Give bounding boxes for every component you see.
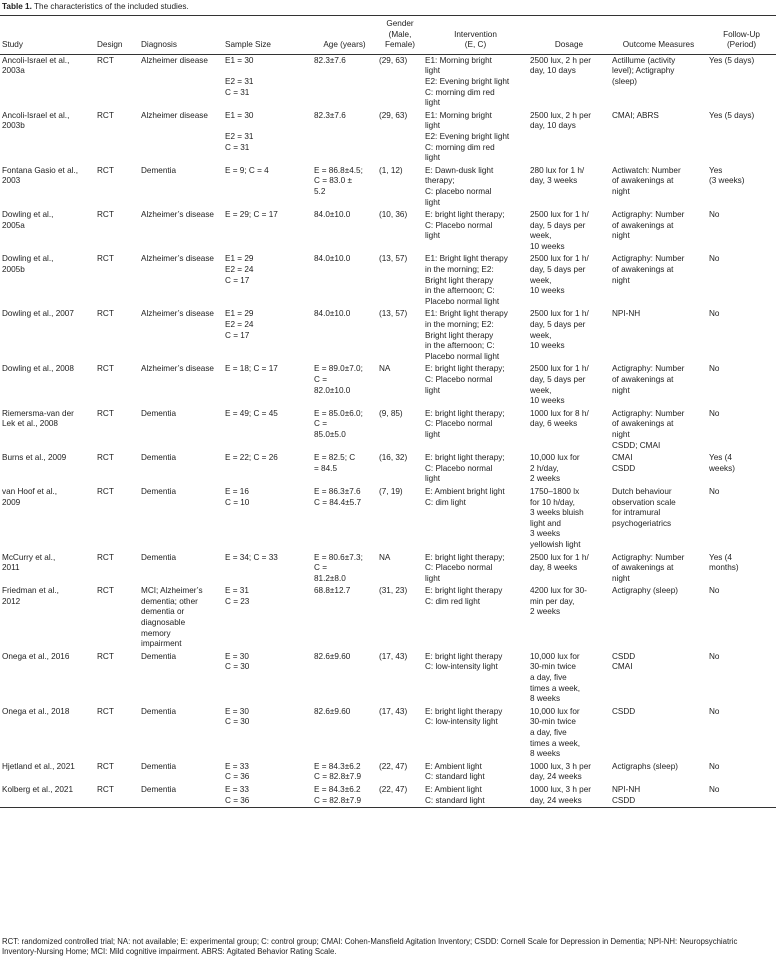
table-row (0, 552, 776, 586)
cell-intervention: E: Dawn-dusk light therapy; C: placebo normal light (425, 165, 494, 207)
cell-diagnosis: MCI; Alzheimer’s dementia; other dementia or diagnosable memory impairment (141, 586, 203, 649)
cell-intervention: E1: Morning bright light E2: Evening bright light C: morning dim red light (425, 110, 510, 163)
cell-gender: (7, 19) (379, 486, 403, 496)
cell-study: Fontana Gasio et al., 2003 (2, 165, 79, 186)
cell-follow-up: No (709, 486, 720, 496)
cell-age: 84.0±10.0 (314, 254, 351, 264)
cell-study: Riemersma-van der Lek et al., 2008 (2, 408, 74, 429)
cell-gender: NA (379, 364, 391, 374)
table-row (0, 209, 776, 253)
cell-design: RCT (97, 210, 114, 220)
cell-follow-up: No (709, 309, 720, 319)
cell-intervention: E: bright light therapy; C: Placebo normal light (425, 408, 505, 439)
cell-dosage: 1000 lux, 3 h per day, 24 weeks (530, 784, 591, 805)
cell-gender: (29, 63) (379, 110, 408, 120)
caption-text: The characteristics of the included studies. (34, 2, 189, 11)
cell-intervention: E: bright light therapy C: low-intensity light (425, 706, 503, 727)
cell-sample-size: E = 18; C = 17 (225, 364, 278, 374)
cell-study: Burns et al., 2009 (2, 453, 67, 463)
cell-design: RCT (97, 110, 114, 120)
cell-age: E = 84.3±6.2 C = 82.8±7.9 (314, 761, 362, 782)
cell-outcome-measures: NPI-NH (612, 309, 641, 319)
cell-study: Friedman et al., 2012 (2, 586, 59, 606)
cell-outcome-measures: CSDD CMAI (612, 651, 636, 672)
header-design: Design (97, 40, 123, 50)
cell-follow-up: Yes (4 weeks) (709, 453, 735, 473)
header-age: Age (years) (323, 40, 366, 50)
cell-intervention: E1: Bright light therapy in the morning; E2: Bright light therapy in the afternoon; C: Placebo normal light (425, 254, 508, 306)
cell-intervention: E: bright light therapy; C: Placebo normal light (425, 453, 505, 484)
cell-follow-up: Yes (4 months) (709, 552, 739, 573)
cell-outcome-measures: Actigraphy: Number of awakenings at night (612, 210, 685, 241)
table-row (0, 110, 776, 165)
header-outcome-measures: Outcome Measures (622, 40, 695, 50)
cell-follow-up: No (709, 210, 720, 220)
cell-age: E = 85.0±6.0; C = 85.0±5.0 (314, 408, 363, 439)
cell-gender: (13, 57) (379, 254, 408, 264)
table-row (0, 253, 776, 308)
cell-diagnosis: Alzheimer’s disease (141, 210, 214, 220)
cell-diagnosis: Dementia (141, 165, 177, 175)
cell-intervention: E: Ambient light C: standard light (425, 761, 485, 782)
cell-sample-size: E = 22; C = 26 (225, 453, 278, 463)
cell-sample-size: E1 = 29 E2 = 24 C = 17 (225, 309, 254, 340)
cell-intervention: E: bright light therapy; C: Placebo normal light (425, 364, 505, 395)
cell-design: RCT (97, 408, 114, 418)
studies-table (0, 15, 776, 808)
cell-age: E = 82.5; C = 84.5 (314, 453, 356, 473)
cell-intervention: E: bright light therapy C: dim red light (425, 586, 503, 606)
cell-follow-up: No (709, 364, 720, 374)
cell-outcome-measures: Actigraphy: Number of awakenings at night (612, 364, 685, 395)
cell-gender: (17, 43) (379, 651, 408, 661)
cell-age: 68.8±12.7 (314, 586, 351, 596)
cell-dosage: 10,000 lux for 30-min twice a day, five times a week, 8 weeks (530, 706, 581, 759)
cell-diagnosis: Dementia (141, 706, 177, 716)
cell-study: Dowling et al., 2005b (2, 254, 54, 275)
cell-study: Ancoli-Israel et al., 2003a (2, 55, 70, 76)
cell-design: RCT (97, 55, 114, 65)
cell-study: Dowling et al., 2008 (2, 364, 74, 374)
cell-design: RCT (97, 586, 114, 596)
cell-diagnosis: Alzheimer disease (141, 110, 208, 120)
cell-design: RCT (97, 784, 114, 794)
cell-age: E = 80.6±7.3; C = 81.2±8.0 (314, 552, 363, 583)
table-row (0, 486, 776, 552)
cell-diagnosis: Dementia (141, 486, 177, 496)
cell-diagnosis: Alzheimer disease (141, 55, 208, 65)
cell-gender: (29, 63) (379, 55, 408, 65)
cell-gender: NA (379, 552, 391, 562)
cell-design: RCT (97, 453, 114, 463)
cell-dosage: 2500 lux for 1 h/ day, 8 weeks (530, 552, 589, 573)
cell-study: van Hoof et al., 2009 (2, 486, 58, 507)
cell-design: RCT (97, 486, 114, 496)
cell-outcome-measures: Actigraphy: Number of awakenings at night (612, 552, 685, 583)
cell-age: 82.6±9.60 (314, 706, 351, 716)
cell-gender: (16, 32) (379, 453, 408, 463)
cell-diagnosis: Dementia (141, 453, 177, 463)
cell-intervention: E: Ambient light C: standard light (425, 784, 485, 805)
cell-dosage: 2500 lux for 1 h/ day, 5 days per week, 10 weeks (530, 309, 589, 351)
cell-study: Ancoli-Israel et al., 2003b (2, 110, 70, 131)
cell-diagnosis: Dementia (141, 552, 177, 562)
cell-age: 82.3±7.6 (314, 55, 346, 65)
cell-dosage: 280 lux for 1 h/ day, 3 weeks (530, 165, 585, 186)
cell-age: E = 84.3±6.2 C = 82.8±7.9 (314, 784, 362, 805)
cell-gender: (10, 36) (379, 210, 408, 220)
cell-dosage: 1000 lux, 3 h per day, 24 weeks (530, 761, 591, 782)
cell-follow-up: No (709, 408, 720, 418)
cell-sample-size: E = 30 C = 30 (225, 706, 250, 727)
cell-follow-up: No (709, 651, 720, 661)
header-row (0, 16, 776, 55)
cell-design: RCT (97, 309, 114, 319)
header-gender: Gender (Male, Female) (384, 19, 416, 50)
header-follow-up: Follow-Up (Period) (723, 29, 760, 50)
header-study: Study (2, 40, 23, 50)
cell-follow-up: No (709, 706, 720, 716)
cell-age: 82.3±7.6 (314, 110, 346, 120)
cell-sample-size: E = 33 C = 36 (225, 784, 250, 805)
cell-follow-up: No (709, 784, 720, 794)
cell-sample-size: E1 = 30 E2 = 31 C = 31 (225, 110, 254, 152)
cell-intervention: E1: Morning bright light E2: Evening bright light C: morning dim red light (425, 55, 510, 108)
cell-outcome-measures: Actiwatch: Number of awakenings at night (612, 165, 681, 196)
cell-intervention: E: bright light therapy; C: Placebo normal light (425, 210, 505, 241)
cell-design: RCT (97, 706, 114, 716)
table-row (0, 165, 776, 209)
table-row (0, 784, 776, 808)
cell-diagnosis: Dementia (141, 651, 177, 661)
cell-age: 82.6±9.60 (314, 651, 351, 661)
cell-intervention: E1: Bright light therapy in the morning; E2: Bright light therapy in the afternoon; C: Placebo normal light (425, 309, 508, 361)
cell-study: Onega et al., 2018 (2, 706, 70, 716)
cell-study: McCurry et al., 2011 (2, 552, 56, 573)
cell-dosage: 10,000 lux for 30-min twice a day, five times a week, 8 weeks (530, 651, 581, 704)
cell-sample-size: E = 9; C = 4 (225, 165, 269, 175)
cell-gender: (22, 47) (379, 784, 408, 794)
cell-sample-size: E = 34; C = 33 (225, 552, 278, 562)
cell-diagnosis: Dementia (141, 761, 177, 771)
cell-gender: (17, 43) (379, 706, 408, 716)
cell-age: E = 86.8±4.5; C = 83.0 ± 5.2 (314, 165, 363, 196)
cell-design: RCT (97, 165, 114, 175)
cell-sample-size: E = 33 C = 36 (225, 761, 250, 782)
cell-dosage: 4200 lux for 30- min per day, 2 weeks (530, 586, 587, 617)
table-caption (2, 1, 189, 12)
cell-study: Kolberg et al., 2021 (2, 784, 74, 794)
table-row (0, 452, 776, 486)
cell-diagnosis: Dementia (141, 784, 177, 794)
cell-follow-up: Yes (3 weeks) (709, 165, 745, 186)
cell-outcome-measures: Actigraphy: Number of awakenings at night (612, 254, 685, 285)
cell-follow-up: Yes (5 days) (709, 55, 755, 65)
cell-outcome-measures: Actigraphs (sleep) (612, 761, 678, 771)
cell-study: Hjetland et al., 2021 (2, 761, 75, 771)
cell-design: RCT (97, 552, 114, 562)
table-header (0, 16, 776, 55)
cell-intervention: E: Ambient bright light C: dim light (425, 486, 505, 507)
table-body (0, 54, 776, 807)
cell-outcome-measures: Actillume (activity level); Actigraphy (sleep) (612, 55, 676, 86)
cell-dosage: 1750–1800 lx for 10 h/day, 3 weeks bluish light and 3 weeks yellowish light (530, 486, 584, 549)
cell-diagnosis: Dementia (141, 408, 177, 418)
cell-study: Onega et al., 2016 (2, 651, 70, 661)
cell-intervention: E: bright light therapy; C: Placebo normal light (425, 552, 505, 583)
header-sample-size: Sample Size (225, 40, 271, 50)
cell-outcome-measures: CMAI; ABRS (612, 110, 659, 120)
cell-dosage: 10,000 lux for 2 h/day, 2 weeks (530, 453, 580, 484)
table-row (0, 308, 776, 363)
cell-dosage: 2500 lux for 1 h/ day, 5 days per week, 10 weeks (530, 364, 589, 406)
table-row (0, 585, 776, 651)
cell-design: RCT (97, 364, 114, 374)
cell-outcome-measures: NPI-NH CSDD (612, 784, 641, 805)
cell-study: Dowling et al., 2007 (2, 309, 74, 319)
cell-diagnosis: Alzheimer’s disease (141, 254, 214, 264)
cell-follow-up: Yes (5 days) (709, 110, 755, 120)
cell-age: 84.0±10.0 (314, 210, 351, 220)
cell-outcome-measures: CMAI CSDD (612, 453, 636, 473)
header-diagnosis: Diagnosis (141, 40, 177, 50)
cell-dosage: 2500 lux, 2 h per day, 10 days (530, 110, 591, 131)
table-row (0, 54, 776, 109)
cell-age: 84.0±10.0 (314, 309, 351, 319)
cell-design: RCT (97, 761, 114, 771)
cell-design: RCT (97, 651, 114, 661)
cell-sample-size: E = 16 C = 10 (225, 486, 250, 507)
header-intervention: Intervention (E, C) (454, 29, 497, 50)
cell-study: Dowling et al., 2005a (2, 210, 54, 230)
cell-follow-up: No (709, 586, 720, 596)
cell-design: RCT (97, 254, 114, 264)
cell-age: E = 89.0±7.0; C = 82.0±10.0 (314, 364, 363, 395)
table-footnote: RCT: randomized controlled trial; NA: not available; E: experimental group; C: control group; CMAI: Cohen-Mansfield Agitation Inventory; CSDD: Cornell Scale for Depression in Dementia; NPI-NH: Neuropsychiatric Inventory-Nursing Home; MCI: Mild cognitive impairment. ABRS: Agitated Behavior Rating Scale. (2, 937, 738, 956)
cell-intervention: E: bright light therapy C: low-intensity light (425, 651, 503, 672)
cell-sample-size: E1 = 29 E2 = 24 C = 17 (225, 254, 254, 285)
cell-diagnosis: Alzheimer’s disease (141, 309, 214, 319)
cell-outcome-measures: Actigraphy (sleep) (612, 586, 678, 596)
cell-age: E = 86.3±7.6 C = 84.4±5.7 (314, 486, 362, 507)
cell-outcome-measures: Dutch behaviour observation scale for intramural psychogeriatrics (612, 486, 676, 528)
cell-follow-up: No (709, 254, 720, 264)
cell-gender: (31, 23) (379, 586, 408, 596)
header-dosage: Dosage (554, 40, 584, 50)
cell-dosage: 1000 lux for 8 h/ day, 6 weeks (530, 408, 589, 429)
cell-sample-size: E = 31 C = 23 (225, 586, 250, 606)
table-row (0, 651, 776, 706)
table-row (0, 706, 776, 761)
cell-gender: (13, 57) (379, 309, 408, 319)
caption-label: Table 1. (2, 2, 32, 11)
cell-outcome-measures: Actigraphy: Number of awakenings at night CSDD; CMAI (612, 408, 685, 450)
cell-sample-size: E = 29; C = 17 (225, 210, 278, 220)
cell-outcome-measures: CSDD (612, 706, 636, 716)
table-row (0, 363, 776, 407)
cell-sample-size: E1 = 30 E2 = 31 C = 31 (225, 55, 254, 97)
cell-diagnosis: Alzheimer’s disease (141, 364, 214, 374)
cell-follow-up: No (709, 761, 720, 771)
table-row (0, 408, 776, 452)
cell-gender: (1, 12) (379, 165, 403, 175)
cell-gender: (22, 47) (379, 761, 408, 771)
cell-dosage: 2500 lux for 1 h/ day, 5 days per week, 10 weeks (530, 254, 589, 296)
table-row (0, 761, 776, 784)
cell-dosage: 2500 lux, 2 h per day, 10 days (530, 55, 591, 76)
cell-gender: (9, 85) (379, 408, 403, 418)
cell-sample-size: E = 30 C = 30 (225, 651, 250, 672)
cell-dosage: 2500 lux for 1 h/ day, 5 days per week, 10 weeks (530, 210, 589, 251)
cell-sample-size: E = 49; C = 45 (225, 408, 278, 418)
